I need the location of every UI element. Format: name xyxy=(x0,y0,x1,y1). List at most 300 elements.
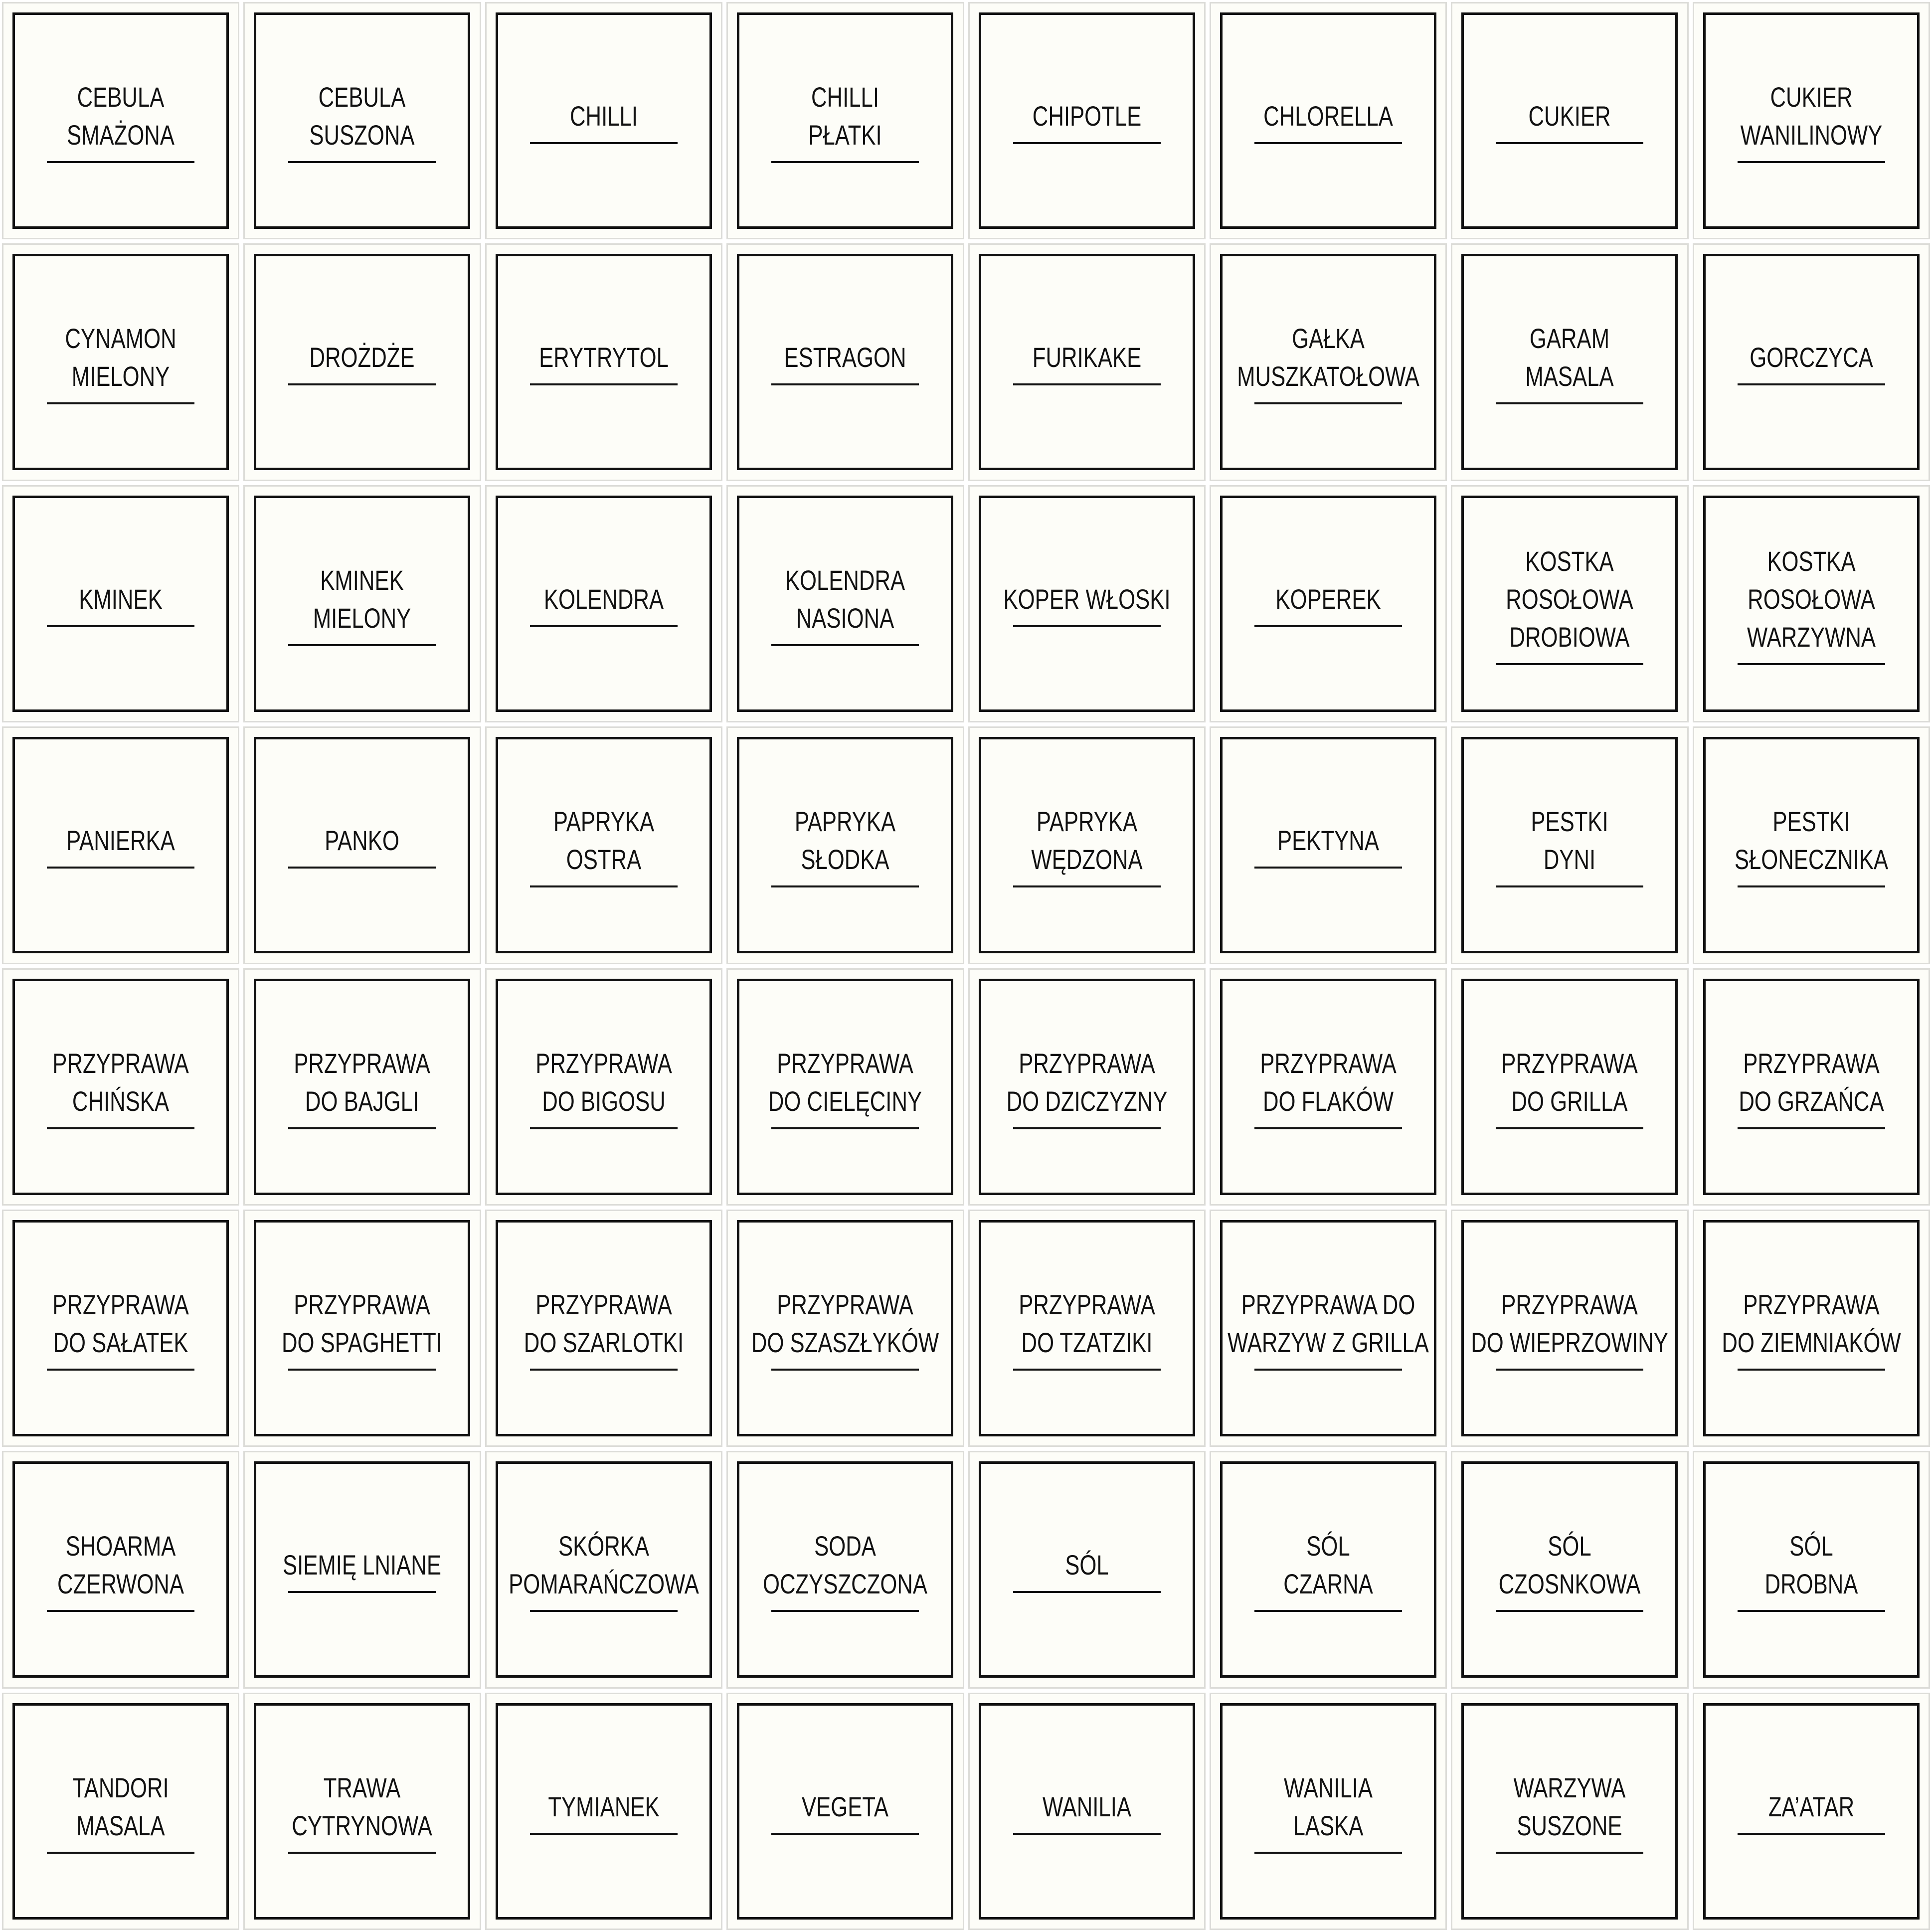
label-content xyxy=(496,803,712,887)
spice-label[interactable] xyxy=(1461,496,1678,712)
label-underline xyxy=(530,142,678,144)
label-content xyxy=(979,803,1195,887)
label-cell xyxy=(241,241,483,483)
label-underline xyxy=(1254,402,1402,404)
label-content xyxy=(737,803,953,887)
label-underline xyxy=(530,1369,678,1371)
label-text: CEBULA SUSZONA xyxy=(309,81,415,151)
label-text: SODA OCZYSZCZONA xyxy=(763,1530,928,1600)
label-content xyxy=(1461,320,1678,404)
label-text: SÓL DROBNA xyxy=(1764,1530,1858,1600)
spice-label[interactable] xyxy=(979,737,1195,953)
label-content xyxy=(737,339,953,385)
label-content xyxy=(1220,822,1436,869)
spice-label[interactable] xyxy=(979,1703,1195,1920)
label-underline xyxy=(771,1127,919,1129)
label-content xyxy=(1703,803,1920,887)
label-cell xyxy=(724,724,966,966)
spice-label[interactable] xyxy=(737,979,953,1195)
label-text: KOLENDRA xyxy=(543,583,664,615)
spice-label[interactable] xyxy=(496,12,712,229)
label-underline xyxy=(1496,1610,1643,1612)
spice-label[interactable] xyxy=(254,12,470,229)
label-underline xyxy=(288,867,436,869)
label-cell xyxy=(1691,1691,1932,1932)
label-text: PRZYPRAWA DO BAJGLI xyxy=(294,1047,431,1117)
label-cell xyxy=(724,483,966,724)
spice-label[interactable] xyxy=(979,1461,1195,1678)
spice-label[interactable] xyxy=(1220,1220,1436,1436)
spice-label[interactable] xyxy=(1461,1461,1678,1678)
label-content xyxy=(12,1769,229,1854)
label-cell xyxy=(1691,483,1932,724)
spice-label[interactable] xyxy=(254,1220,470,1436)
label-cell xyxy=(483,483,724,724)
label-text: CYNAMON MIELONY xyxy=(65,323,176,392)
spice-label[interactable] xyxy=(254,737,470,953)
label-text: GAŁKA MUSZKATOŁOWA xyxy=(1237,323,1419,392)
spice-label[interactable] xyxy=(737,1220,953,1436)
spice-label[interactable] xyxy=(254,1461,470,1678)
spice-label[interactable] xyxy=(496,1703,712,1920)
label-cell xyxy=(966,966,1208,1208)
label-underline xyxy=(47,1610,194,1612)
label-cell xyxy=(1208,241,1449,483)
spice-label[interactable] xyxy=(1703,979,1920,1195)
label-cell xyxy=(1208,1691,1449,1932)
label-text: CHIPOTLE xyxy=(1032,100,1141,132)
spice-label[interactable] xyxy=(12,1703,229,1920)
spice-label[interactable] xyxy=(737,12,953,229)
spice-label[interactable] xyxy=(1220,496,1436,712)
label-underline xyxy=(1254,1369,1402,1371)
label-text: VEGETA xyxy=(802,1790,889,1822)
label-content xyxy=(737,1788,953,1835)
label-underline xyxy=(1013,142,1161,144)
label-cell xyxy=(724,241,966,483)
label-text: PRZYPRAWA DO SZASZŁYKÓW xyxy=(751,1288,939,1358)
label-content xyxy=(496,339,712,385)
label-underline xyxy=(47,1127,194,1129)
label-content xyxy=(1703,339,1920,385)
label-text: SHOARMA CZERWONA xyxy=(57,1530,184,1600)
label-text: PAPRYKA OSTRA xyxy=(553,806,654,876)
label-content xyxy=(496,1286,712,1371)
label-content xyxy=(979,1788,1195,1835)
label-text: SKÓRKA POMARAŃCZOWA xyxy=(508,1530,699,1600)
label-text: KOPER WŁOSKI xyxy=(1003,583,1170,615)
label-underline xyxy=(530,383,678,385)
label-underline xyxy=(288,1591,436,1593)
spice-label[interactable] xyxy=(1461,737,1678,953)
label-text: PEKTYNA xyxy=(1277,825,1379,857)
label-cell xyxy=(1691,966,1932,1208)
label-underline xyxy=(1496,663,1643,665)
label-underline xyxy=(288,1127,436,1129)
label-cell xyxy=(966,724,1208,966)
label-cell xyxy=(1208,1208,1449,1449)
label-content xyxy=(496,1527,712,1612)
label-cell xyxy=(724,966,966,1208)
label-cell xyxy=(241,1449,483,1690)
spice-label[interactable] xyxy=(979,496,1195,712)
spice-label[interactable] xyxy=(1220,1461,1436,1678)
label-cell xyxy=(241,1208,483,1449)
label-underline xyxy=(1738,1610,1885,1612)
label-content xyxy=(1703,1286,1920,1371)
label-text: PRZYPRAWA DO WARZYW Z GRILLA xyxy=(1228,1288,1429,1358)
spice-label[interactable] xyxy=(1220,1703,1436,1920)
label-cell xyxy=(0,241,241,483)
label-text: KOPEREK xyxy=(1275,583,1381,615)
label-text: WANILIA xyxy=(1042,1790,1131,1822)
label-underline xyxy=(1254,625,1402,627)
label-text: PRZYPRAWA DO BIGOSU xyxy=(535,1047,672,1117)
label-cell xyxy=(483,0,724,241)
label-cell xyxy=(1449,966,1690,1208)
label-text: KMINEK xyxy=(79,583,163,615)
label-content xyxy=(12,78,229,163)
spice-label[interactable] xyxy=(979,12,1195,229)
label-content xyxy=(1703,1527,1920,1612)
label-text: PAPRYKA SŁODKA xyxy=(794,806,896,876)
label-cell xyxy=(1449,1449,1690,1690)
label-content xyxy=(1703,1045,1920,1129)
spice-label[interactable] xyxy=(496,496,712,712)
label-text: PESTKI SŁONECZNIKA xyxy=(1734,806,1888,876)
spice-label[interactable] xyxy=(737,496,953,712)
label-cell xyxy=(1449,0,1690,241)
label-cell xyxy=(0,483,241,724)
label-content xyxy=(1703,78,1920,163)
label-cell xyxy=(1449,1208,1690,1449)
label-underline xyxy=(1254,1852,1402,1854)
label-content xyxy=(1703,1788,1920,1835)
label-cell xyxy=(1208,966,1449,1208)
spice-label[interactable] xyxy=(1461,12,1678,229)
label-underline xyxy=(288,383,436,385)
spice-label[interactable] xyxy=(496,1220,712,1436)
label-content xyxy=(496,1788,712,1835)
spice-label[interactable] xyxy=(496,1461,712,1678)
label-cell xyxy=(966,483,1208,724)
label-underline xyxy=(1013,1127,1161,1129)
label-cell xyxy=(0,0,241,241)
spice-label[interactable] xyxy=(1703,254,1920,470)
label-underline xyxy=(1496,142,1643,144)
label-cell xyxy=(966,0,1208,241)
label-underline xyxy=(530,625,678,627)
label-text: TRAWA CYTRYNOWA xyxy=(292,1771,433,1841)
spice-label[interactable] xyxy=(12,254,229,470)
spice-label[interactable] xyxy=(1220,12,1436,229)
label-text: KMINEK MIELONY xyxy=(313,564,411,634)
label-text: SIEMIĘ LNIANE xyxy=(283,1549,442,1581)
label-content xyxy=(1461,803,1678,887)
label-content xyxy=(737,561,953,646)
label-text: TYMIANEK xyxy=(548,1790,660,1822)
label-content xyxy=(1220,320,1436,404)
label-text: SÓL CZOSNKOWA xyxy=(1498,1530,1641,1600)
spice-label[interactable] xyxy=(496,737,712,953)
label-cell xyxy=(483,1208,724,1449)
label-cell xyxy=(1691,0,1932,241)
spice-label[interactable] xyxy=(1461,1703,1678,1920)
label-cell xyxy=(966,241,1208,483)
label-text: PRZYPRAWA DO GRILLA xyxy=(1501,1047,1638,1117)
label-underline xyxy=(1738,1127,1885,1129)
label-cell xyxy=(483,241,724,483)
label-underline xyxy=(771,885,919,887)
spice-label[interactable] xyxy=(1220,254,1436,470)
label-text: PRZYPRAWA DO ZIEMNIAKÓW xyxy=(1722,1288,1901,1358)
label-text: PRZYPRAWA DO SPAGHETTI xyxy=(282,1288,443,1358)
label-underline xyxy=(288,1369,436,1371)
label-underline xyxy=(288,1852,436,1854)
label-content xyxy=(1220,1286,1436,1371)
spice-label[interactable] xyxy=(1461,979,1678,1195)
label-cell xyxy=(483,724,724,966)
label-cell xyxy=(1691,1449,1932,1690)
label-content xyxy=(979,1546,1195,1593)
label-text: CHILLI PŁATKI xyxy=(808,81,882,151)
label-cell xyxy=(966,1449,1208,1690)
spice-label[interactable] xyxy=(12,1461,229,1678)
label-content xyxy=(254,1769,470,1854)
label-content xyxy=(254,339,470,385)
label-text: GORCZYCA xyxy=(1749,342,1873,373)
label-underline xyxy=(1013,1369,1161,1371)
spice-label[interactable] xyxy=(979,979,1195,1195)
label-content xyxy=(1220,1527,1436,1612)
label-content xyxy=(254,561,470,646)
label-content xyxy=(496,1045,712,1129)
label-text: PRZYPRAWA DO DZICZYZNY xyxy=(1006,1047,1167,1117)
label-text: PANKO xyxy=(325,825,400,857)
label-text: KOSTKA ROSOŁOWA WARZYWNA xyxy=(1747,545,1876,653)
spice-label[interactable] xyxy=(254,254,470,470)
label-text: PRZYPRAWA DO GRZAŃCA xyxy=(1739,1047,1884,1117)
spice-label[interactable] xyxy=(979,1220,1195,1436)
label-content xyxy=(1461,1045,1678,1129)
label-underline xyxy=(1013,383,1161,385)
label-content xyxy=(12,580,229,627)
label-underline xyxy=(47,1369,194,1371)
label-text: DROŻDŻE xyxy=(309,342,415,373)
label-cell xyxy=(0,724,241,966)
label-content xyxy=(1461,1769,1678,1854)
label-text: ERYTRYTOL xyxy=(538,342,669,373)
label-cell xyxy=(1208,483,1449,724)
spice-label[interactable] xyxy=(1703,496,1920,712)
label-text: CUKIER xyxy=(1528,100,1611,132)
label-text: PESTKI DYNI xyxy=(1531,806,1608,876)
spice-label[interactable] xyxy=(1703,1461,1920,1678)
label-content xyxy=(979,1045,1195,1129)
label-underline xyxy=(530,885,678,887)
label-underline xyxy=(1013,885,1161,887)
label-text: CUKIER WANILINOWY xyxy=(1740,81,1882,151)
label-cell xyxy=(1449,483,1690,724)
label-text: TANDORI MASALA xyxy=(72,1771,169,1841)
label-underline xyxy=(47,1852,194,1854)
label-underline xyxy=(1496,1127,1643,1129)
label-text: PRZYPRAWA DO CIELĘCINY xyxy=(768,1047,922,1117)
label-cell xyxy=(483,966,724,1208)
label-content xyxy=(1461,1527,1678,1612)
label-text: PRZYPRAWA DO WIEPRZOWINY xyxy=(1471,1288,1669,1358)
label-content xyxy=(1220,580,1436,627)
spice-label[interactable] xyxy=(12,496,229,712)
label-cell xyxy=(483,1691,724,1932)
spice-label[interactable] xyxy=(737,254,953,470)
label-text: GARAM MASALA xyxy=(1525,323,1614,392)
label-underline xyxy=(1013,1833,1161,1835)
label-content xyxy=(12,822,229,869)
label-underline xyxy=(1254,867,1402,869)
label-cell xyxy=(1691,1208,1932,1449)
label-text: WANILIA LASKA xyxy=(1283,1771,1373,1841)
spice-label[interactable] xyxy=(1461,1220,1678,1436)
label-cell xyxy=(1449,724,1690,966)
label-content xyxy=(12,1527,229,1612)
label-underline xyxy=(1496,885,1643,887)
spice-label[interactable] xyxy=(1461,254,1678,470)
label-content xyxy=(1461,542,1678,665)
label-content xyxy=(12,1286,229,1371)
label-cell xyxy=(241,483,483,724)
label-text: WARZYWA SUSZONE xyxy=(1513,1771,1626,1841)
label-content xyxy=(979,97,1195,144)
spice-label[interactable] xyxy=(12,737,229,953)
label-content xyxy=(496,580,712,627)
label-cell xyxy=(724,1208,966,1449)
spice-label[interactable] xyxy=(737,1703,953,1920)
label-underline xyxy=(1738,383,1885,385)
label-cell xyxy=(724,0,966,241)
label-cell xyxy=(1691,241,1932,483)
label-cell xyxy=(966,1208,1208,1449)
spice-label[interactable] xyxy=(737,1461,953,1678)
label-cell xyxy=(724,1691,966,1932)
label-text: ESTRAGON xyxy=(784,342,906,373)
label-text: SÓL xyxy=(1064,1549,1109,1581)
spice-label[interactable] xyxy=(12,979,229,1195)
label-underline xyxy=(530,1833,678,1835)
label-text: PRZYPRAWA DO FLAKÓW xyxy=(1260,1047,1397,1117)
label-text: CEBULA SMAŻONA xyxy=(66,81,175,151)
label-content xyxy=(979,580,1195,627)
label-underline xyxy=(771,1833,919,1835)
label-underline xyxy=(771,644,919,646)
label-text: PRZYPRAWA DO TZATZIKI xyxy=(1018,1288,1155,1358)
label-cell xyxy=(0,966,241,1208)
label-underline xyxy=(288,161,436,163)
label-content xyxy=(979,1286,1195,1371)
label-content xyxy=(737,1045,953,1129)
label-content xyxy=(737,1527,953,1612)
label-underline xyxy=(1496,1369,1643,1371)
label-text: SÓL CZARNA xyxy=(1283,1530,1373,1600)
label-content xyxy=(737,1286,953,1371)
spice-label[interactable] xyxy=(1220,737,1436,953)
label-text: PAPRYKA WĘDZONA xyxy=(1031,806,1143,876)
label-cell xyxy=(0,1691,241,1932)
spice-label[interactable] xyxy=(12,12,229,229)
label-underline xyxy=(1496,1852,1643,1854)
spice-label[interactable] xyxy=(254,979,470,1195)
spice-label[interactable] xyxy=(1703,737,1920,953)
label-content xyxy=(1220,1769,1436,1854)
label-underline xyxy=(771,1369,919,1371)
label-content xyxy=(979,339,1195,385)
label-text: PRZYPRAWA CHIŃSKA xyxy=(52,1047,189,1117)
label-underline xyxy=(47,402,194,404)
label-underline xyxy=(1013,625,1161,627)
label-underline xyxy=(771,383,919,385)
label-cell xyxy=(241,966,483,1208)
label-underline xyxy=(530,1610,678,1612)
label-cell xyxy=(1208,1449,1449,1690)
label-underline xyxy=(1496,402,1643,404)
spice-label[interactable] xyxy=(1703,1220,1920,1436)
label-cell xyxy=(966,1691,1208,1932)
label-underline xyxy=(1738,161,1885,163)
label-underline xyxy=(1254,142,1402,144)
label-content xyxy=(1220,97,1436,144)
label-content xyxy=(1461,1286,1678,1371)
label-underline xyxy=(530,1127,678,1129)
spice-label[interactable] xyxy=(1703,12,1920,229)
label-text: CHILLI xyxy=(569,100,638,132)
spice-label[interactable] xyxy=(12,1220,229,1436)
spice-label[interactable] xyxy=(496,979,712,1195)
label-underline xyxy=(1013,1591,1161,1593)
spice-label[interactable] xyxy=(1220,979,1436,1195)
label-text: KOLENDRA NASIONA xyxy=(785,564,905,634)
label-underline xyxy=(1738,1833,1885,1835)
label-underline xyxy=(47,625,194,627)
spice-label[interactable] xyxy=(254,1703,470,1920)
label-content xyxy=(254,822,470,869)
label-cell xyxy=(724,1449,966,1690)
label-content xyxy=(1461,97,1678,144)
label-underline xyxy=(771,1610,919,1612)
label-cell xyxy=(1449,241,1690,483)
spice-label[interactable] xyxy=(496,254,712,470)
label-content xyxy=(1703,542,1920,665)
spice-label[interactable] xyxy=(979,254,1195,470)
label-text: KOSTKA ROSOŁOWA DROBIOWA xyxy=(1506,545,1634,653)
label-text: FURIKAKE xyxy=(1032,342,1141,373)
label-text: CHLORELLA xyxy=(1263,100,1393,132)
spice-label[interactable] xyxy=(737,737,953,953)
label-cell xyxy=(1449,1691,1690,1932)
spice-label[interactable] xyxy=(1703,1703,1920,1920)
label-content xyxy=(12,1045,229,1129)
label-underline xyxy=(1738,663,1885,665)
label-underline xyxy=(771,161,919,163)
label-text: PRZYPRAWA DO SAŁATEK xyxy=(52,1288,189,1358)
label-underline xyxy=(1738,1369,1885,1371)
label-content xyxy=(254,1045,470,1129)
spice-label[interactable] xyxy=(254,496,470,712)
label-cell xyxy=(0,1208,241,1449)
label-cell xyxy=(241,0,483,241)
label-underline xyxy=(47,161,194,163)
label-content xyxy=(496,97,712,144)
label-cell xyxy=(0,1449,241,1690)
